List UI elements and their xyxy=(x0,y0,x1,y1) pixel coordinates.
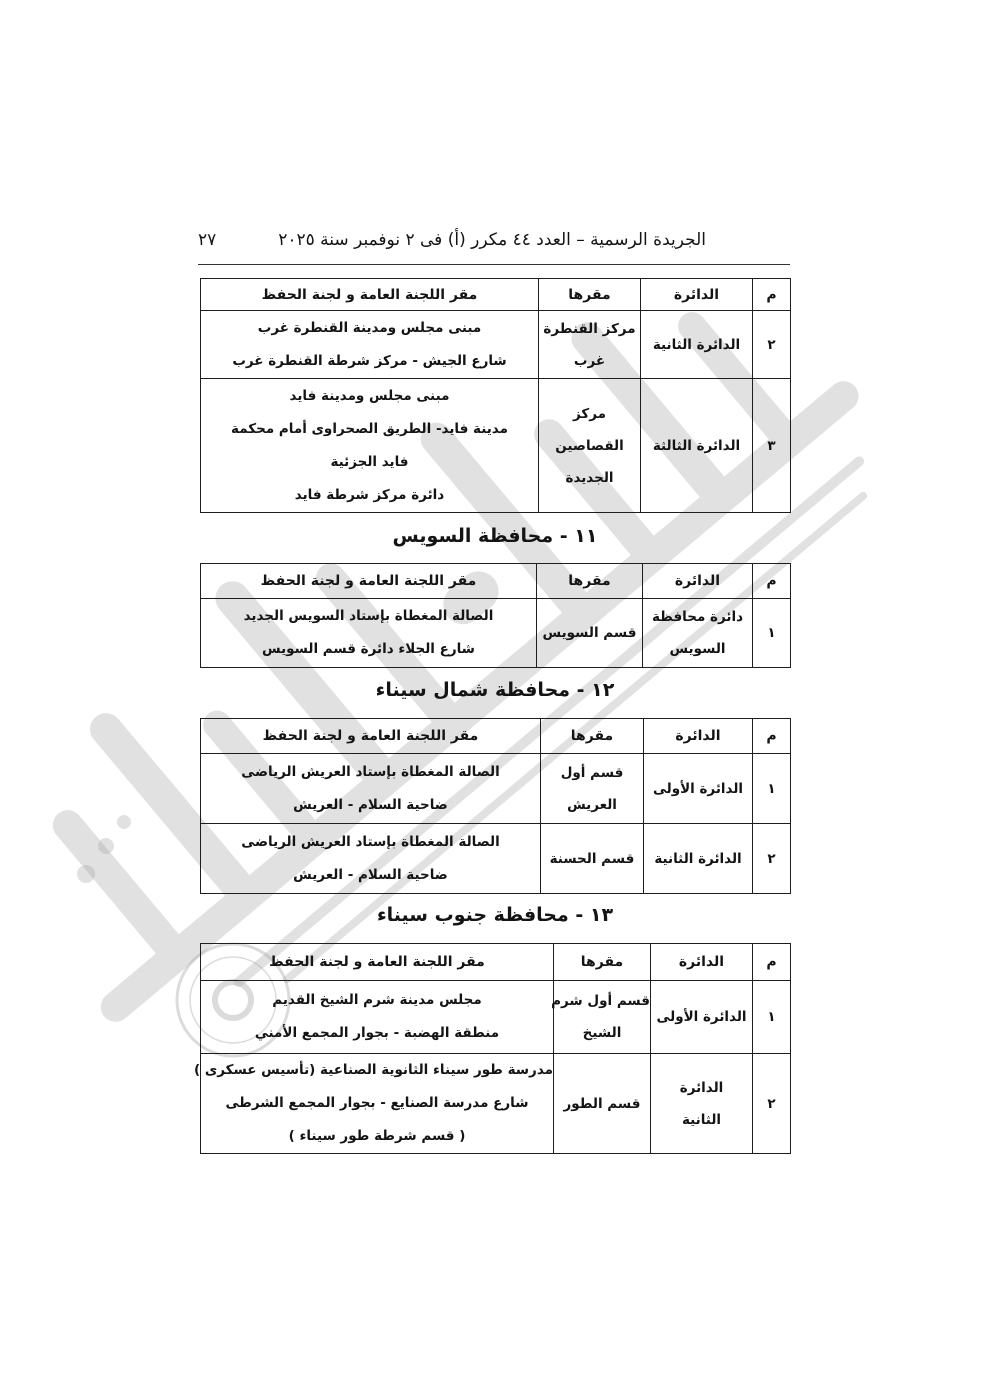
row-number: ٢ xyxy=(753,824,791,894)
committee-line: شارع الجيش - مركز شرطة القنطرة غرب xyxy=(232,352,507,369)
district-cell xyxy=(641,311,753,379)
committee-line: شارع الجلاء دائرة قسم السويس xyxy=(262,641,475,657)
table-row xyxy=(201,599,791,668)
seat-line: مركز xyxy=(572,405,606,422)
committee-line: دائرة مركز شرطة فايد xyxy=(294,486,445,503)
table-row xyxy=(201,824,791,894)
column-header-district: الدائرة xyxy=(651,944,753,981)
district-line: الدائرة الثالثة xyxy=(652,437,741,454)
seat-line: قسم الحسنة xyxy=(549,850,635,867)
committee-cell xyxy=(193,1054,554,1154)
table-row xyxy=(201,311,791,379)
district-cell xyxy=(644,754,753,824)
section-heading-suez: ١١ - محافظة السويس xyxy=(392,525,598,547)
header-divider xyxy=(198,264,790,265)
seat-cell xyxy=(554,1054,651,1154)
committee-cell xyxy=(201,824,541,894)
column-header-committee: مقر اللجنة العامة و لجنة الحفظ xyxy=(201,279,539,311)
committee-line: مجلس مدينة شرم الشيخ القديم xyxy=(272,992,482,1008)
district-cell xyxy=(644,824,753,894)
seat-line: مركز القنطرة xyxy=(543,320,636,337)
district-line: الدائرة الأولى xyxy=(652,780,744,797)
district-cell xyxy=(651,1054,753,1154)
committee-cell xyxy=(201,981,554,1054)
district-cell xyxy=(651,981,753,1054)
committee-line: مبنى مجلس ومدينة فايد xyxy=(289,387,450,404)
column-header-number: م xyxy=(753,564,791,599)
column-header-district: الدائرة xyxy=(643,564,753,599)
district-line: الدائرة الثانية xyxy=(652,336,741,353)
committee-line: مدرسة طور سيناء الثانوية الصناعية (تأسيس عسكرى ) xyxy=(193,1062,553,1078)
committee-cell xyxy=(201,599,537,668)
table-row xyxy=(201,754,791,824)
row-number: ١ xyxy=(753,754,791,824)
committee-line: ضاحية السلام - العريش xyxy=(293,796,448,813)
seat-cell xyxy=(541,824,644,894)
seat-cell xyxy=(537,599,643,668)
column-header-seat: مقرها xyxy=(539,279,641,311)
watermark-dots xyxy=(77,815,131,883)
district-line: الدائرة الثانية xyxy=(654,850,742,867)
page-number: ٢٧ xyxy=(198,230,217,250)
district-line: دائرة محافظة xyxy=(651,609,744,625)
header-row xyxy=(201,719,791,754)
seat-line: قسم السويس xyxy=(542,625,637,641)
column-header-seat: مقرها xyxy=(537,564,643,599)
table-header xyxy=(201,944,791,981)
column-header-number: م xyxy=(753,944,791,981)
section-heading-south-sinai: ١٣ - محافظة جنوب سيناء xyxy=(376,904,614,926)
table-body xyxy=(201,599,791,668)
committee-line: الصالة المغطاة بإستاد العريش الرياضى xyxy=(241,833,500,850)
seat-line: قسم الطور xyxy=(563,1095,641,1112)
column-header-seat: مقرها xyxy=(541,719,644,754)
column-header-number: م xyxy=(753,279,791,311)
row-number: ١ xyxy=(753,599,791,668)
table-body xyxy=(201,754,791,894)
table-row xyxy=(201,981,791,1054)
table-body xyxy=(193,981,791,1154)
column-header-committee: مقر اللجنة العامة و لجنة الحفظ xyxy=(201,719,541,754)
district-line: الثانية xyxy=(681,1111,722,1128)
committee-line: مبنى مجلس ومدينة القنطرة غرب xyxy=(257,319,482,336)
column-header-district: الدائرة xyxy=(641,279,753,311)
table-body xyxy=(201,311,791,513)
row-number: ١ xyxy=(753,981,791,1054)
committee-line: منطقة الهضبة - بجوار المجمع الأمني xyxy=(254,1025,500,1041)
column-header-committee: مقر اللجنة العامة و لجنة الحفظ xyxy=(201,564,537,599)
column-header-seat: مقرها xyxy=(554,944,651,981)
running-header-title: الجريدة الرسمية – العدد ٤٤ مكرر (أ) فى ٢ نوفمبر سنة ٢٠٢٥ xyxy=(278,230,706,250)
seat-cell xyxy=(539,379,641,513)
header-row xyxy=(201,564,791,599)
district-line: السويس xyxy=(669,641,726,657)
header-row xyxy=(201,944,791,981)
seat-line: الجديدة xyxy=(565,469,614,486)
committee-cell xyxy=(201,379,539,513)
column-header-committee: مقر اللجنة العامة و لجنة الحفظ xyxy=(201,944,554,981)
polling-table-1 xyxy=(200,278,791,513)
column-header-number: م xyxy=(753,719,791,754)
committee-line: مدينة فايد- الطريق الصحراوى أمام محكمة xyxy=(231,420,508,437)
seat-cell xyxy=(541,754,644,824)
row-number: ٢ xyxy=(753,1054,791,1154)
committee-line: فايد الجزئية xyxy=(330,453,409,470)
seat-cell xyxy=(551,981,651,1054)
column-header-district: الدائرة xyxy=(644,719,753,754)
row-number: ٢ xyxy=(753,311,791,379)
committee-line: الصالة المغطاة بإستاد السويس الجديد xyxy=(243,608,494,624)
seat-line: الشيخ xyxy=(582,1025,622,1041)
district-cell xyxy=(643,599,753,668)
committee-line: ( قسم شرطة طور سيناء ) xyxy=(288,1128,466,1144)
table-header xyxy=(201,719,791,754)
row-number: ٣ xyxy=(753,379,791,513)
table-row xyxy=(201,1054,791,1154)
table-row xyxy=(201,379,791,513)
table-header xyxy=(201,279,791,311)
district-cell xyxy=(641,379,753,513)
committee-line: ضاحية السلام - العريش xyxy=(293,866,448,883)
seat-line: القصاصين xyxy=(555,437,624,454)
committee-line: شارع مدرسة الصنايع - بجوار المجمع الشرطى xyxy=(225,1095,529,1111)
seat-line: العريش xyxy=(567,796,617,813)
polling-table-south-sinai xyxy=(193,943,791,1154)
seat-line: غرب xyxy=(573,352,606,369)
committee-cell xyxy=(201,311,539,379)
seat-line: قسم أول شرم xyxy=(551,993,650,1009)
polling-table-suez xyxy=(200,563,791,668)
polling-table-north-sinai xyxy=(200,718,791,894)
district-line: الدائرة xyxy=(679,1079,724,1096)
table-header xyxy=(201,564,791,599)
district-line: الدائرة الأولى xyxy=(656,1009,747,1025)
seat-cell xyxy=(539,311,641,379)
header-row xyxy=(201,279,791,311)
section-heading-north-sinai: ١٢ - محافظة شمال سيناء xyxy=(375,679,615,701)
committee-cell xyxy=(201,754,541,824)
seat-line: قسم أول xyxy=(560,764,624,781)
committee-line: الصالة المغطاة بإستاد العريش الرياضى xyxy=(241,763,500,780)
